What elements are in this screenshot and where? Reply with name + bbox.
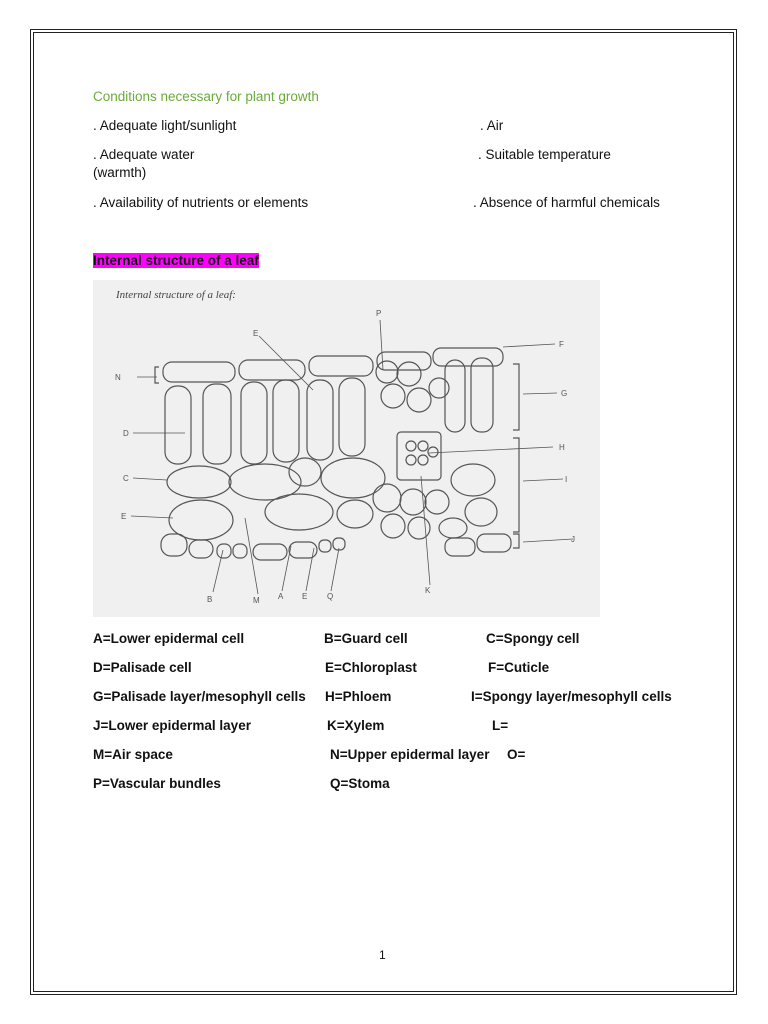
figure-label: F <box>559 340 564 349</box>
key-item: A=Lower epidermal cell <box>93 631 245 646</box>
key-item: Q=Stoma <box>330 776 390 791</box>
condition-item: . Absence of harmful chemicals <box>473 195 660 210</box>
key-item: C=Spongy cell <box>486 631 580 646</box>
figure-label: P <box>376 309 382 318</box>
figure-label: A <box>278 592 284 601</box>
key-item: B=Guard cell <box>324 631 408 646</box>
condition-item: . Availability of nutrients or elements <box>93 195 309 210</box>
figure-label: I <box>565 475 568 484</box>
key-item: P=Vascular bundles <box>93 776 221 791</box>
figure-label: E <box>302 592 308 601</box>
conditions-heading: Conditions necessary for plant growth <box>93 89 319 104</box>
key-item: N=Upper epidermal layer <box>330 747 490 762</box>
condition-item: . Adequate light/sunlight <box>93 118 237 133</box>
key-item: L= <box>492 718 509 733</box>
figure-label: E <box>121 512 127 521</box>
diagram-caption: Internal structure of a leaf: <box>116 289 236 301</box>
key-item: E=Chloroplast <box>325 660 417 675</box>
figure-label: G <box>561 389 568 398</box>
figure-label: K <box>425 586 431 595</box>
condition-item: . Air <box>480 118 504 133</box>
key-item: K=Xylem <box>327 718 385 733</box>
leaf-structure-diagram <box>93 280 600 617</box>
figure-label: Q <box>327 592 334 601</box>
figure-label: B <box>207 595 213 604</box>
figure-label: C <box>123 474 129 483</box>
key-item: F=Cuticle <box>488 660 550 675</box>
leaf-heading-text: Internal structure of a leaf <box>93 253 259 268</box>
leaf-heading <box>93 252 259 269</box>
key-item: H=Phloem <box>325 689 392 704</box>
key-item: I=Spongy layer/mesophyll cells <box>471 689 672 704</box>
condition-item-continuation: (warmth) <box>93 165 147 180</box>
key-item: O= <box>507 747 526 762</box>
key-item: M=Air space <box>93 747 173 762</box>
figure-label: D <box>123 429 129 438</box>
figure-label: J <box>571 535 575 544</box>
key-item: D=Palisade cell <box>93 660 192 675</box>
condition-item: . Adequate water <box>93 147 195 162</box>
key-item: J=Lower epidermal layer <box>93 718 251 733</box>
figure-label: N <box>115 373 121 382</box>
figure-label: E <box>253 329 259 338</box>
page-number: 1 <box>379 948 386 962</box>
key-item: G=Palisade layer/mesophyll cells <box>93 689 306 704</box>
condition-item: . Suitable temperature <box>478 147 611 162</box>
figure-label: M <box>253 596 260 605</box>
figure-label: H <box>559 443 565 452</box>
